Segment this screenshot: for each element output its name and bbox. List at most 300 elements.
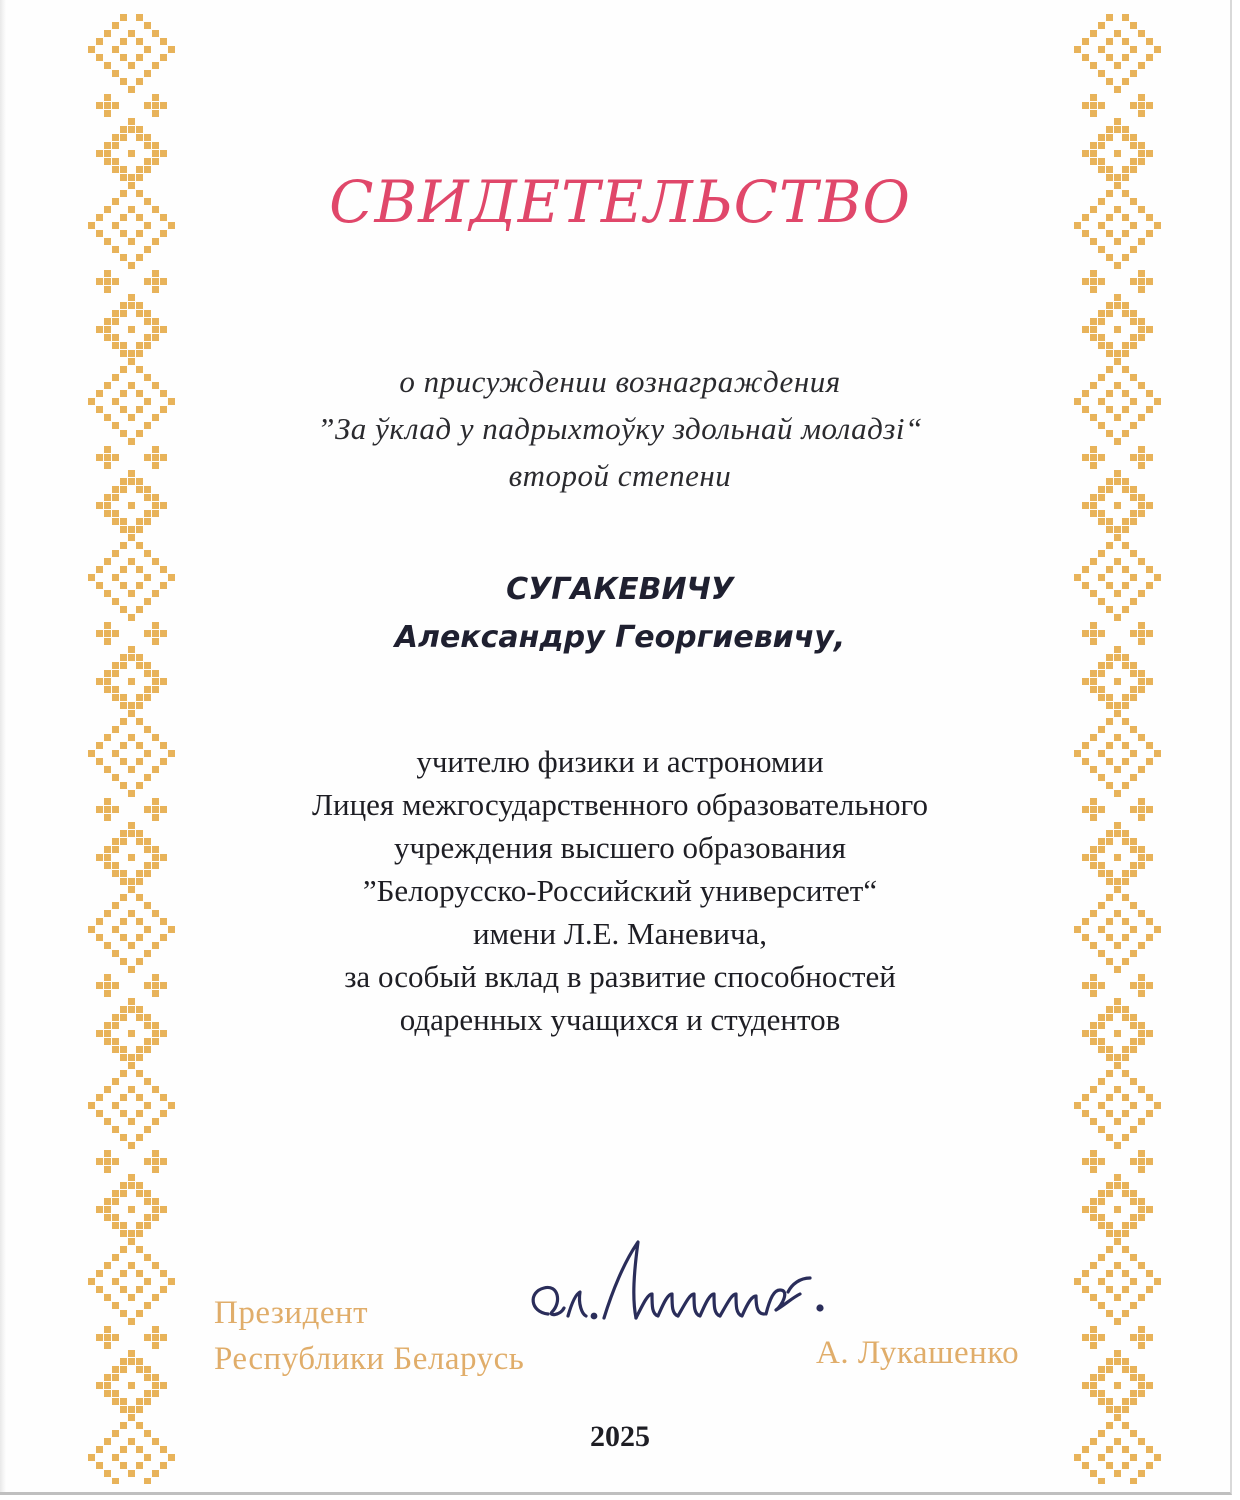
ornament-cell [1090,1342,1097,1349]
ornament-cell [136,1398,143,1405]
ornament-cell [1106,1246,1113,1253]
ornament-cell [1098,1198,1105,1205]
ornament-cell [88,1102,95,1109]
ornament-cell [120,254,127,261]
ornament-cell [112,1214,119,1221]
ornament-cell [1138,510,1145,517]
ornament-cell [144,670,151,677]
ornament-cell [152,670,159,677]
ornament-cell [152,62,159,69]
ornament-cell [1106,526,1113,533]
ornament-cell [120,702,127,709]
ornament-cell [1106,718,1113,725]
ornament-cell [1114,678,1121,685]
ornament-cell [1082,1158,1089,1165]
ornament-cell [1122,518,1129,525]
ornament-cell [1130,1190,1137,1197]
ornament-cell [1138,334,1145,341]
ornament-cell [112,1398,119,1405]
ornament-cell [136,14,143,21]
ornament-cell [112,1390,119,1397]
ornament-cell [144,726,151,733]
ornament-cell [96,1270,103,1277]
ornament-cell [128,86,135,93]
ornament-cell [1130,134,1137,141]
ornament-cell [1130,1398,1137,1405]
ornament-cell [160,1158,167,1165]
ornament-cell [1114,302,1121,309]
ornament-cell [136,254,143,261]
award-subtitle [0,358,1240,499]
ornament-cell [1138,270,1145,277]
ornament-cell [1098,246,1105,253]
ornament-cell [104,678,111,685]
ornament-cell [1106,1054,1113,1061]
ornament-cell [1090,94,1097,101]
ornament-cell [1114,1406,1121,1413]
ornament-cell [136,1110,143,1117]
ornament-cell [1106,1134,1113,1141]
ornament-cell [1090,1374,1097,1381]
ornament-cell [120,1366,127,1373]
ornament-cell [136,702,143,709]
ornament-cell [104,334,111,341]
ornament-cell [160,1334,167,1341]
ornament-cell [144,694,151,701]
ornament-cell [112,342,119,349]
ornament-cell [1122,1094,1129,1101]
ornament-cell [120,54,127,61]
ornament-cell [1122,1462,1129,1469]
ornament-cell [144,102,151,109]
ornament-cell [96,678,103,685]
ornament-cell [1138,1390,1145,1397]
ornament-cell [1106,1222,1113,1229]
ornament-cell [1106,1230,1113,1237]
ornament-cell [1098,1254,1105,1261]
ornament-cell [1130,662,1137,669]
ornament-cell [1090,30,1097,37]
ornament-cell [1090,270,1097,277]
ornament-cell [128,534,135,541]
ornament-cell [1098,318,1105,325]
ornament-cell [1130,318,1137,325]
ornament-cell [120,1398,127,1405]
ornament-cell [1114,710,1121,717]
ornament-cell [136,1270,143,1277]
ornament-cell [1138,1150,1145,1157]
ornament-cell [1114,1350,1121,1357]
ornament-cell [152,1470,159,1477]
ornament-cell [104,110,111,117]
ornament-cell [160,678,167,685]
ornament-cell [1138,238,1145,245]
ornament-cell [152,1158,159,1165]
ornament-cell [128,702,135,709]
ornament-cell [1098,510,1105,517]
ornament-cell [1146,1110,1153,1117]
ornament-cell [1106,694,1113,701]
ornament-cell [128,558,135,565]
ornament-cell [1130,1078,1137,1085]
ornament-cell [136,310,143,317]
ornament-cell [136,1094,143,1101]
ornament-cell [1130,1454,1137,1461]
ornament-cell [144,342,151,349]
ornament-cell [160,1462,167,1469]
ornament-cell [1082,1462,1089,1469]
ornament-cell [88,1454,95,1461]
ornament-cell [120,1286,127,1293]
ornament-cell [1098,1302,1105,1309]
ornament-cell [1122,694,1129,701]
ornament-cell [1114,1238,1121,1245]
ornament-cell [104,1214,111,1221]
ornament-cell [1138,502,1145,509]
ornament-cell [1098,1078,1105,1085]
ornament-cell [1146,1286,1153,1293]
ornament-cell [120,1070,127,1077]
ornament-cell [128,1118,135,1125]
ornament-cell [1090,110,1097,117]
ornament-cell [152,238,159,245]
ornament-cell [88,1278,95,1285]
ornament-cell [96,1094,103,1101]
ornament-cell [1098,1478,1105,1484]
ornament-cell [1122,1230,1129,1237]
ornament-cell [160,1382,167,1389]
ornament-cell [1122,1046,1129,1053]
ornament-cell [104,1326,111,1333]
ornament-cell [1098,1454,1105,1461]
ornament-cell [1106,254,1113,261]
ornament-cell [104,1374,111,1381]
ornament-cell [120,1094,127,1101]
ornament-cell [1122,342,1129,349]
ornament-cell [1138,1374,1145,1381]
ornament-cell [1082,1270,1089,1277]
ornament-cell [112,102,119,109]
ornament-cell [128,1054,135,1061]
ornament-cell [1114,1318,1121,1325]
ornament-cell [128,262,135,269]
ornament-cell [1082,1286,1089,1293]
ornament-cell [1114,62,1121,69]
ornament-cell [1122,1222,1129,1229]
ornament-cell [144,1198,151,1205]
ornament-cell [136,302,143,309]
ornament-cell [1138,318,1145,325]
ornament-cell [104,286,111,293]
award-description [0,740,1240,1041]
ornament-cell [160,326,167,333]
ornament-cell [112,1198,119,1205]
ornament-cell [144,334,151,341]
ornament-cell [1090,1382,1097,1389]
ornament-cell [128,1470,135,1477]
ornament-cell [1138,1158,1145,1165]
ornament-cell [1138,286,1145,293]
ornament-cell [104,1390,111,1397]
ornament-cell [96,1334,103,1341]
ornament-cell [136,1406,143,1413]
ornament-cell [1122,78,1129,85]
ornament-cell [152,502,159,509]
ornament-cell [160,1206,167,1213]
ornament-cell [1098,22,1105,29]
ornament-cell [104,1118,111,1125]
ornament-cell [1146,1094,1153,1101]
ornament-cell [168,46,175,53]
ornament-cell [1130,22,1137,29]
ornament-cell [1090,102,1097,109]
ornament-cell [120,1310,127,1317]
ornament-cell [136,342,143,349]
ornament-cell [120,126,127,133]
ornament-cell [152,318,159,325]
ornament-cell [104,238,111,245]
ornament-cell [144,318,151,325]
subtitle-line: второй степени [508,458,732,493]
ornament-cell [1146,102,1153,109]
ornament-cell [112,334,119,341]
ornament-cell [1114,238,1121,245]
ornament-cell [160,38,167,45]
ornament-cell [168,1278,175,1285]
ornament-cell [120,78,127,85]
ornament-cell [1138,670,1145,677]
ornament-cell [1114,294,1121,301]
ornament-cell [1138,1214,1145,1221]
ornament-cell [96,1110,103,1117]
ornament-cell [1122,1270,1129,1277]
ornament-cell [128,118,135,125]
ornament-cell [1098,1334,1105,1341]
ornament-cell [1090,158,1097,165]
ornament-cell [112,1478,119,1484]
ornament-cell [1106,1310,1113,1317]
ornament-cell [144,518,151,525]
ornament-cell [120,1190,127,1197]
ornament-cell [144,1190,151,1197]
ornament-cell [1130,726,1137,733]
ornament-cell [1122,1070,1129,1077]
ornament-cell [1130,1278,1137,1285]
ornament-cell [1098,1390,1105,1397]
ornament-cell [1082,278,1089,285]
ornament-cell [152,110,159,117]
ornament-cell [1138,326,1145,333]
ornament-cell [1114,86,1121,93]
ornament-cell [1130,70,1137,77]
ornament-cell [1090,318,1097,325]
ornament-cell [1114,1358,1121,1365]
ornament-cell [1130,1302,1137,1309]
ornament-cell [1130,334,1137,341]
ornament-cell [1098,694,1105,701]
ornament-cell [1130,1478,1137,1484]
ornament-cell [144,1278,151,1285]
ornament-cell [104,150,111,157]
ornament-cell [1130,1390,1137,1397]
ornament-cell [1138,1262,1145,1269]
ornament-cell [120,38,127,45]
ornament-cell [1114,1382,1121,1389]
ornament-cell [128,678,135,685]
ornament-cell [1122,1310,1129,1317]
ornament-cell [1106,1070,1113,1077]
ornament-cell [1090,1150,1097,1157]
ornament-cell [1106,1286,1113,1293]
ornament-cell [104,1334,111,1341]
ornament-cell [112,70,119,77]
ornament-cell [104,1294,111,1301]
ornament-cell [1138,1342,1145,1349]
ornament-cell [1122,254,1129,261]
ornament-cell [128,1318,135,1325]
ornament-cell [120,1110,127,1117]
ornament-cell [136,134,143,141]
ornament-cell [96,54,103,61]
ornament-cell [1130,342,1137,349]
ornament-cell [1138,558,1145,565]
ornament-cell [1106,1110,1113,1117]
ornament-cell [1146,1334,1153,1341]
ornament-cell [152,286,159,293]
ornament-cell [1114,118,1121,125]
ornament-cell [1122,1190,1129,1197]
ornament-cell [128,302,135,309]
ornament-cell [1106,350,1113,357]
ornament-cell [144,1302,151,1309]
ornament-cell [144,1454,151,1461]
ornament-cell [1090,1294,1097,1301]
ornament-cell [152,30,159,37]
ornament-cell [144,1366,151,1373]
ornament-cell [1090,286,1097,293]
ornament-cell [136,1046,143,1053]
ornament-cell [1098,134,1105,141]
ornament-cell [136,1286,143,1293]
ornament-cell [1122,134,1129,141]
ornament-cell [1138,1206,1145,1213]
ornament-cell [1082,54,1089,61]
ornament-cell [1090,510,1097,517]
ornament-cell [1114,1470,1121,1477]
ornament-cell [1090,326,1097,333]
ornament-cell [112,318,119,325]
ornament-cell [104,1470,111,1477]
ornament-cell [1114,1086,1121,1093]
ornament-cell [1098,102,1105,109]
ornament-cell [128,1358,135,1365]
ornament-cell [1090,1198,1097,1205]
description-line: учреждения высшего образования [393,830,847,865]
ornament-cell [1098,310,1105,317]
subtitle-line: о присуждении вознаграждения [399,364,841,399]
ornament-cell [1074,1278,1081,1285]
ornament-cell [1114,1294,1121,1301]
ornament-cell [1130,310,1137,317]
ornament-cell [1114,1118,1121,1125]
ornament-cell [120,1222,127,1229]
ornament-cell [96,1206,103,1213]
ornament-cell [104,1198,111,1205]
ornament-cell [1098,334,1105,341]
ornament-cell [1146,150,1153,157]
ornament-cell [128,1174,135,1181]
ornament-cell [1146,38,1153,45]
ornament-cell [160,54,167,61]
ornament-cell [112,46,119,53]
ornament-cell [1090,150,1097,157]
ornament-cell [1106,1182,1113,1189]
ornament-cell [1138,278,1145,285]
ornament-cell [1122,1054,1129,1061]
ornament-cell [136,1222,143,1229]
ornament-cell [1106,1398,1113,1405]
ornament-cell [96,150,103,157]
ornament-cell [112,518,119,525]
ornament-cell [168,1102,175,1109]
handwritten-signature [520,1232,850,1342]
ornament-cell [128,1238,135,1245]
ornament-cell [1138,1166,1145,1173]
ornament-cell [1114,262,1121,269]
ornament-cell [1106,518,1113,525]
ornament-cell [112,726,119,733]
ornament-cell [104,270,111,277]
ornament-cell [136,1310,143,1317]
ornament-cell [128,294,135,301]
ornament-cell [1138,102,1145,109]
ornament-cell [1138,1118,1145,1125]
ornament-cell [1098,1214,1105,1221]
ornament-cell [136,1070,143,1077]
ornament-cell [112,1366,119,1373]
ornament-cell [1090,334,1097,341]
ornament-cell [1122,662,1129,669]
ornament-cell [1130,158,1137,165]
ornament-cell [152,334,159,341]
ornament-cell [144,1390,151,1397]
ornament-cell [1090,1214,1097,1221]
ornament-cell [120,518,127,525]
ornament-cell [1154,1454,1161,1461]
ornament-cell [152,102,159,109]
ornament-cell [144,1478,151,1484]
ornament-cell [112,1302,119,1309]
ornament-cell [1130,102,1137,109]
ornament-cell [144,686,151,693]
ornament-cell [1122,542,1129,549]
ornament-cell [112,662,119,669]
ornament-cell [1106,1366,1113,1373]
description-line: ”Белорусско-Российский университет“ [362,873,878,908]
ornament-cell [128,126,135,133]
ornament-cell [128,1182,135,1189]
ornament-cell [168,1454,175,1461]
ornament-cell [144,134,151,141]
ornament-cell [1106,1462,1113,1469]
description-line: за особый вклад в развитие способностей [344,959,896,994]
ornament-cell [136,718,143,725]
ornament-cell [1098,1222,1105,1229]
ornament-cell [112,1454,119,1461]
ornament-cell [1114,502,1121,509]
ornament-cell [1130,1046,1137,1053]
ornament-cell [160,1110,167,1117]
